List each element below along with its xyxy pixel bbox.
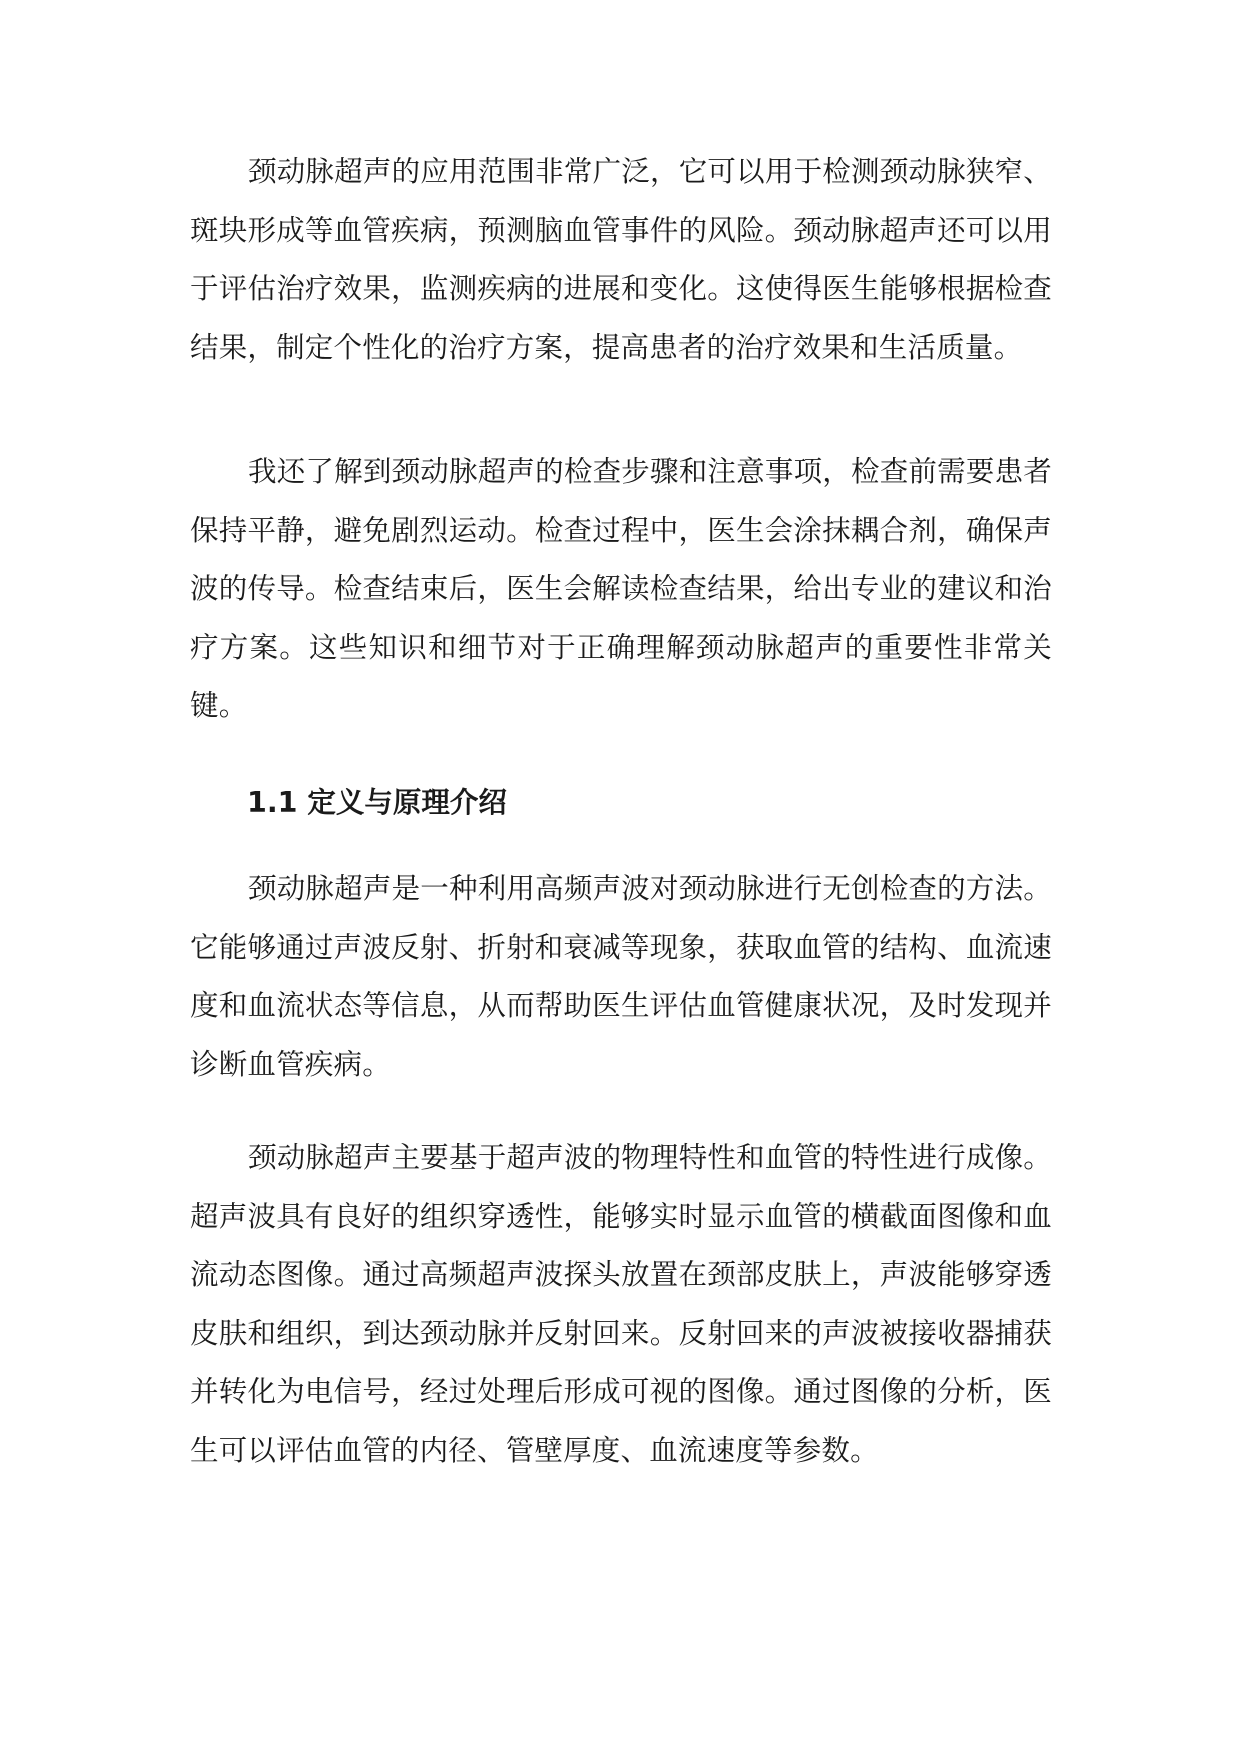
paragraph-principle: 颈动脉超声主要基于超声波的物理特性和血管的特性进行成像。超声波具有良好的组织穿透性，能够实时显示血管的横截面图像和血流动态图像。通过高频超声波探头放置在颈部皮肤上，声波能够穿透皮肤和组织，到达颈动脉并反射回来。反射回来的声波被接收器捕获并转化为电信号，经过处理后形成可视的图像。通过图像的分析，医生可以评估血管的内径、管壁厚度、血流速度等参数。 [190, 1141, 1052, 1467]
paragraph-application-scope: 颈动脉超声的应用范围非常广泛，它可以用于检测颈动脉狭窄、斑块形成等血管疾病，预测脑血管事件的风险。颈动脉超声还可以用于评估治疗效果，监测疾病的进展和变化。这使得医生能够根据检查结果，制定个性化的治疗方案，提高患者的治疗效果和生活质量。 [190, 155, 1052, 364]
paragraph-exam-steps: 我还了解到颈动脉超声的检查步骤和注意事项，检查前需要患者保持平静，避免剧烈运动。检查过程中，医生会涂抹耦合剂，确保声波的传导。检查结束后，医生会解读检查结果，给出专业的建议和治疗方案。这些知识和细节对于正确理解颈动脉超声的重要性非常关键。 [190, 455, 1052, 722]
paragraph-definition: 颈动脉超声是一种利用高频声波对颈动脉进行无创检查的方法。它能够通过声波反射、折射和衰减等现象，获取血管的结构、血流速度和血流状态等信息，从而帮助医生评估血管健康状况，及时发现并诊断血管疾病。 [190, 872, 1052, 1081]
section-heading: 1.1 定义与原理介绍 [247, 786, 507, 819]
